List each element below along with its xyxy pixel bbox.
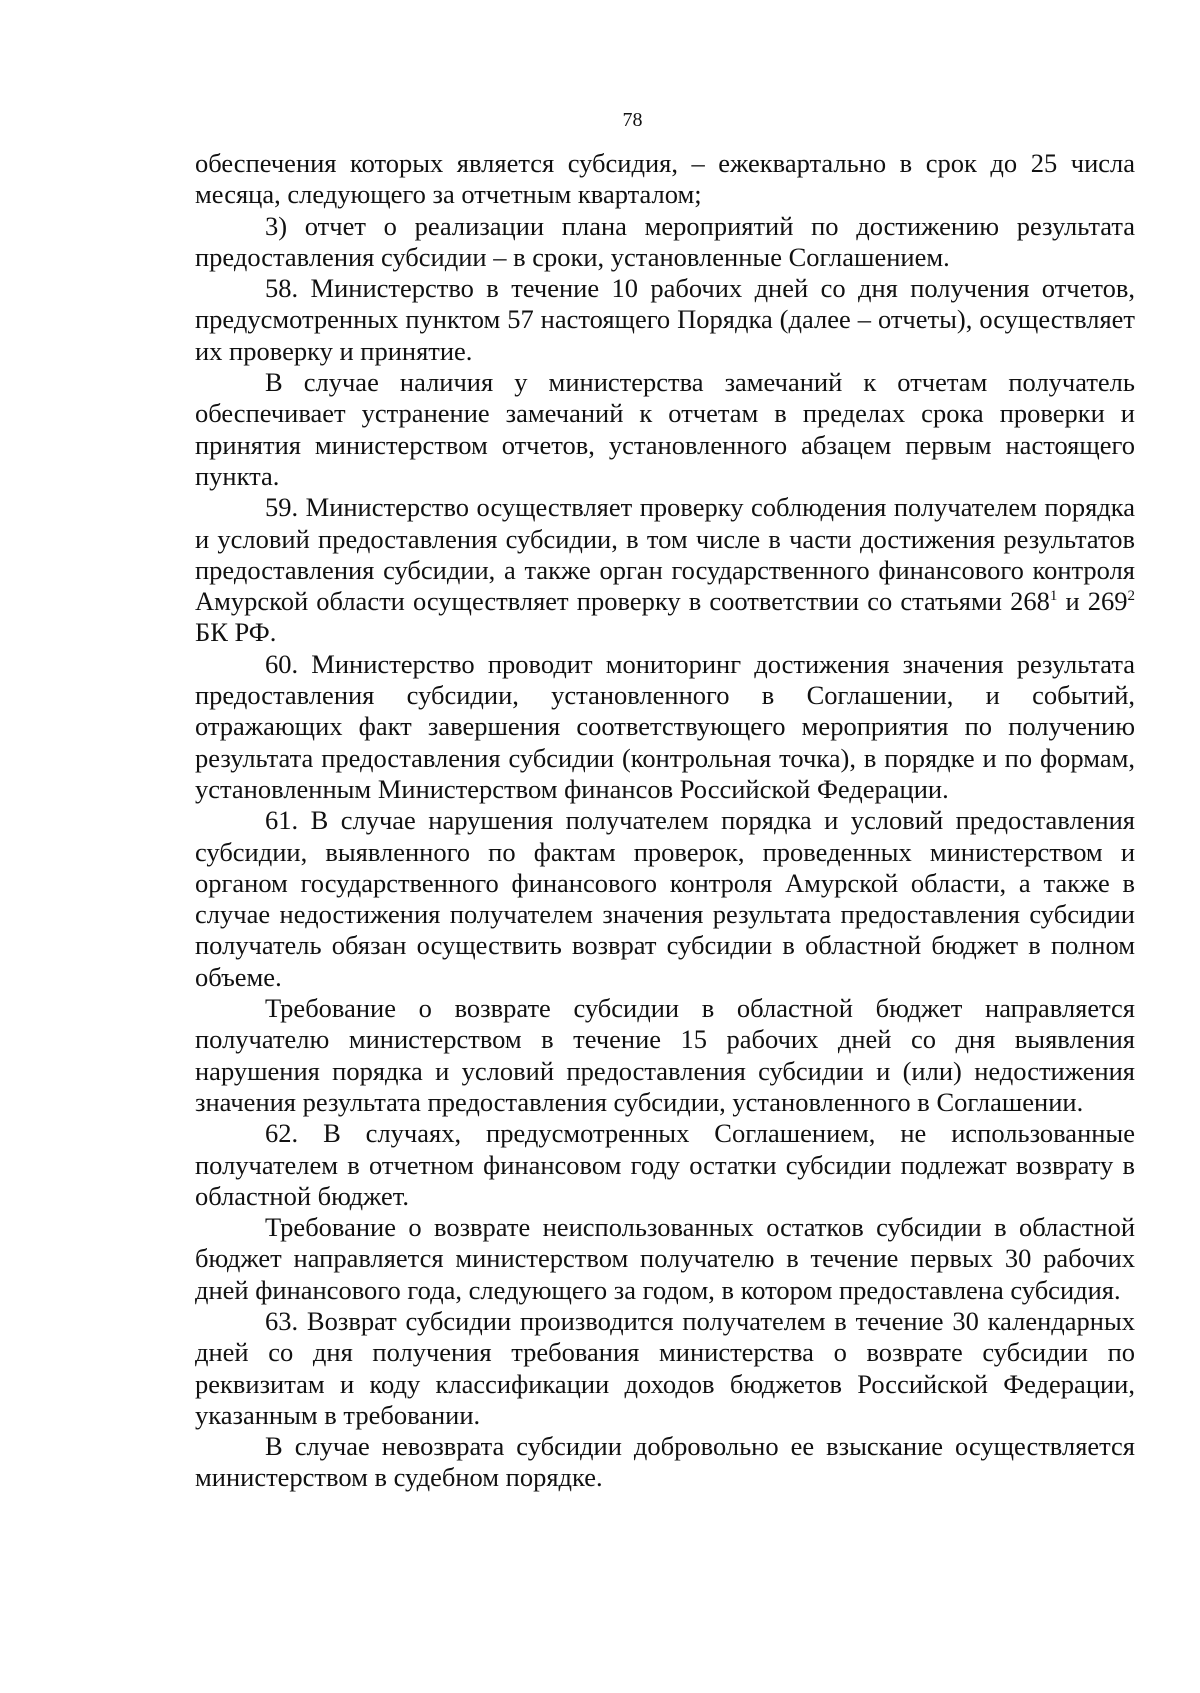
paragraph-63-enforcement: В случае невозврата субсидии добровольно ее взыскание осуществляется министерством в судебном порядке.	[195, 1431, 1135, 1493]
conjunction: и	[1065, 586, 1080, 617]
paragraph-61-requirement: Требование о возврате субсидии в областной бюджет направляется получателю министерством в течение 15 рабочих дней со дня выявления нарушения порядка и условий предоставления субсидии и (или) недостижения значения результата предоставления субсидии, установленного в Соглашении.	[195, 993, 1135, 1117]
superscript-1: 1	[1049, 588, 1058, 605]
superscript-2: 2	[1127, 588, 1136, 605]
paragraph-plan-report: 3) отчет о реализации плана мероприятий по достижению результата предоставления субсидии – в сроки, установленные Соглашением.	[195, 210, 1135, 272]
page-number: 78	[622, 109, 643, 131]
paragraph-59-text: 59. Министерство осуществляет проверку соблюдения получателем порядка и условий предоставления субсидии, в том числе в части достижения результатов предоставления субсидии, а также орган государственного финансового контроля Амурской области осуществляет проверку в соответствии со статьями	[195, 492, 1135, 617]
article-reference-269: $269^2$	[1087, 586, 1136, 617]
document-body	[195, 148, 1135, 1494]
paragraph-58-remarks: В случае наличия у министерства замечаний к отчетам получатель обеспечивает устранение замечаний к отчетам в пределах срока проверки и принятия министерством отчетов, установленного абзацем первым настоящего пункта.	[195, 367, 1135, 491]
article-reference-268: $268^1$	[1010, 586, 1058, 617]
paragraph-59	[195, 492, 1135, 648]
paragraph-reporting-deadline: обеспечения которых является субсидия, – ежеквартально в срок до 25 числа месяца, следующего за отчетным кварталом;	[195, 148, 1135, 210]
paragraph-58: 58. Министерство в течение 10 рабочих дней со дня получения отчетов, предусмотренных пунктом 57 настоящего Порядка (далее – отчеты), осуществляет их проверку и принятие.	[195, 273, 1135, 366]
paragraph-62-requirement: Требование о возврате неиспользованных остатков субсидии в областной бюджет направляется министерством получателю в течение первых 30 рабочих дней финансового года, следующего за годом, в котором предоставлена субсидия.	[195, 1212, 1135, 1305]
paragraph-63: 63. Возврат субсидии производится получателем в течение 30 календарных дней со дня получения требования министерства о возврате субсидии по реквизитам и коду классификации доходов бюджетов Российской Федерации, указанным в требовании.	[195, 1305, 1135, 1430]
paragraph-62: 62. В случаях, предусмотренных Соглашением, не использованные получателем в отчетном финансовом году остатки субсидии подлежат возврату в областной бюджет.	[195, 1118, 1135, 1211]
paragraph-61: 61. В случае нарушения получателем порядка и условий предоставления субсидии, выявленного по фактам проверок, проведенных министерством и органом государственного финансового контроля Амурской области, а также в случае недостижения получателем значения результата предоставления субсидии получатель обязан осуществить возврат субсидии в областной бюджет в полном объеме.	[195, 805, 1135, 992]
code-reference: БК РФ.	[195, 617, 277, 648]
paragraph-60: 60. Министерство проводит мониторинг достижения значения результата предоставления субсидии, установленного в Соглашении, и событий, отражающих факт завершения соответствующего мероприятия по получению результата предоставления субсидии (контрольная точка), в порядке и по формам, установленным Министерством финансов Российской Федерации.	[195, 648, 1135, 804]
